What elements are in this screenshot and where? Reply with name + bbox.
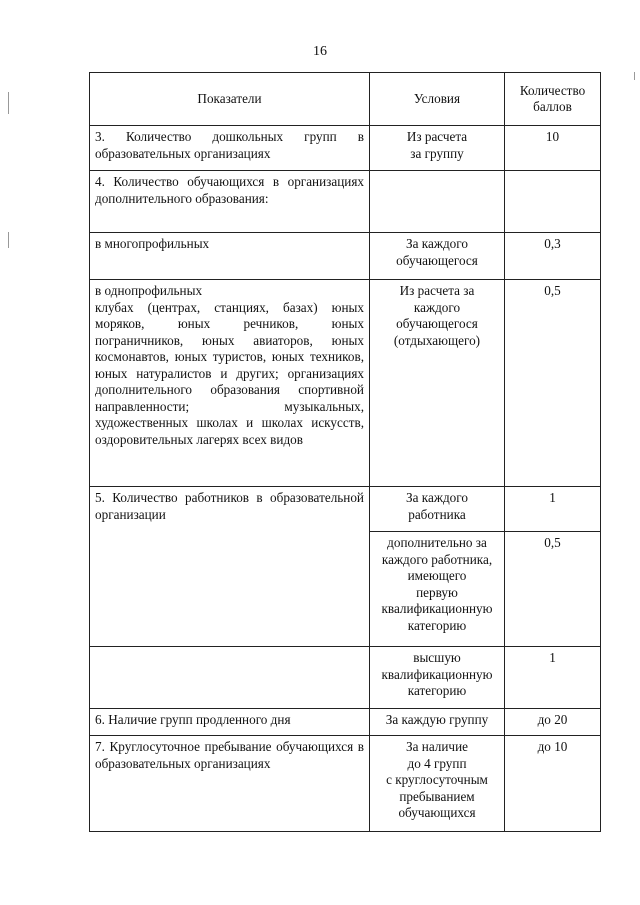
points-cell: 1 (505, 647, 601, 709)
scan-mark-left-bottom (8, 232, 9, 248)
page-number: 16 (313, 44, 327, 59)
condition-cell: За наличие до 4 групп с круглосуточным пребыванием обучающихся (370, 736, 505, 832)
points-cell: 10 (505, 126, 601, 171)
header-points: Количество баллов (505, 73, 601, 126)
condition-cell: За каждого работника (370, 487, 505, 532)
points-cell: 0,3 (505, 233, 601, 280)
header-conditions: Условия (370, 73, 505, 126)
criteria-table (89, 72, 601, 832)
table-row (90, 126, 601, 171)
points-cell (505, 171, 601, 233)
table-row (90, 233, 601, 280)
indicator-cell: 5. Количество работников в образовательной организации (90, 487, 370, 647)
points-cell: 1 (505, 487, 601, 532)
scan-mark-left-top (8, 92, 9, 114)
condition-cell: Из расчета за группу (370, 126, 505, 171)
scan-mark-right (634, 72, 635, 80)
indicator-cell: 4. Количество обучающихся в организациях дополнительного образования: (90, 171, 370, 233)
table-row (90, 487, 601, 532)
points-cell: до 10 (505, 736, 601, 832)
indicator-cell: 3. Количество дошкольных групп в образовательных организациях (90, 126, 370, 171)
indicator-cell: 6. Наличие групп продленного дня (90, 709, 370, 736)
table-header-row (90, 73, 601, 126)
table-row (90, 736, 601, 832)
condition-cell: высшую квалификационную категорию (370, 647, 505, 709)
table-row (90, 709, 601, 736)
header-indicators: Показатели (90, 73, 370, 126)
points-cell: 0,5 (505, 532, 601, 647)
indicator-cell: в многопрофильных (90, 233, 370, 280)
indicator-cell: 7. Круглосуточное пребывание обучающихся в образовательных организациях (90, 736, 370, 832)
condition-cell: дополнительно за каждого работника, имеющего первую квалификационную категорию (370, 532, 505, 647)
condition-cell (370, 171, 505, 233)
condition-cell: За каждого обучающегося (370, 233, 505, 280)
points-cell: 0,5 (505, 280, 601, 487)
points-cell: до 20 (505, 709, 601, 736)
indicator-cell (90, 647, 370, 709)
condition-cell: Из расчета за каждого обучающегося (отдыхающего) (370, 280, 505, 487)
table-row (90, 280, 601, 487)
indicator-cell: в однопрофильных клубах (центрах, станциях, базах) юных моряков, юных речников, юных пограничников, юных авиаторов, юных космонавтов, юных туристов, юных техников, юных натуралистов и других; организациях дополнительного образования спортивной направленности; музыкальных, художественных школах и школах искусств, оздоровительных лагерях всех видов (90, 280, 370, 487)
condition-cell: За каждую группу (370, 709, 505, 736)
table-row (90, 647, 601, 709)
table-row (90, 171, 601, 233)
